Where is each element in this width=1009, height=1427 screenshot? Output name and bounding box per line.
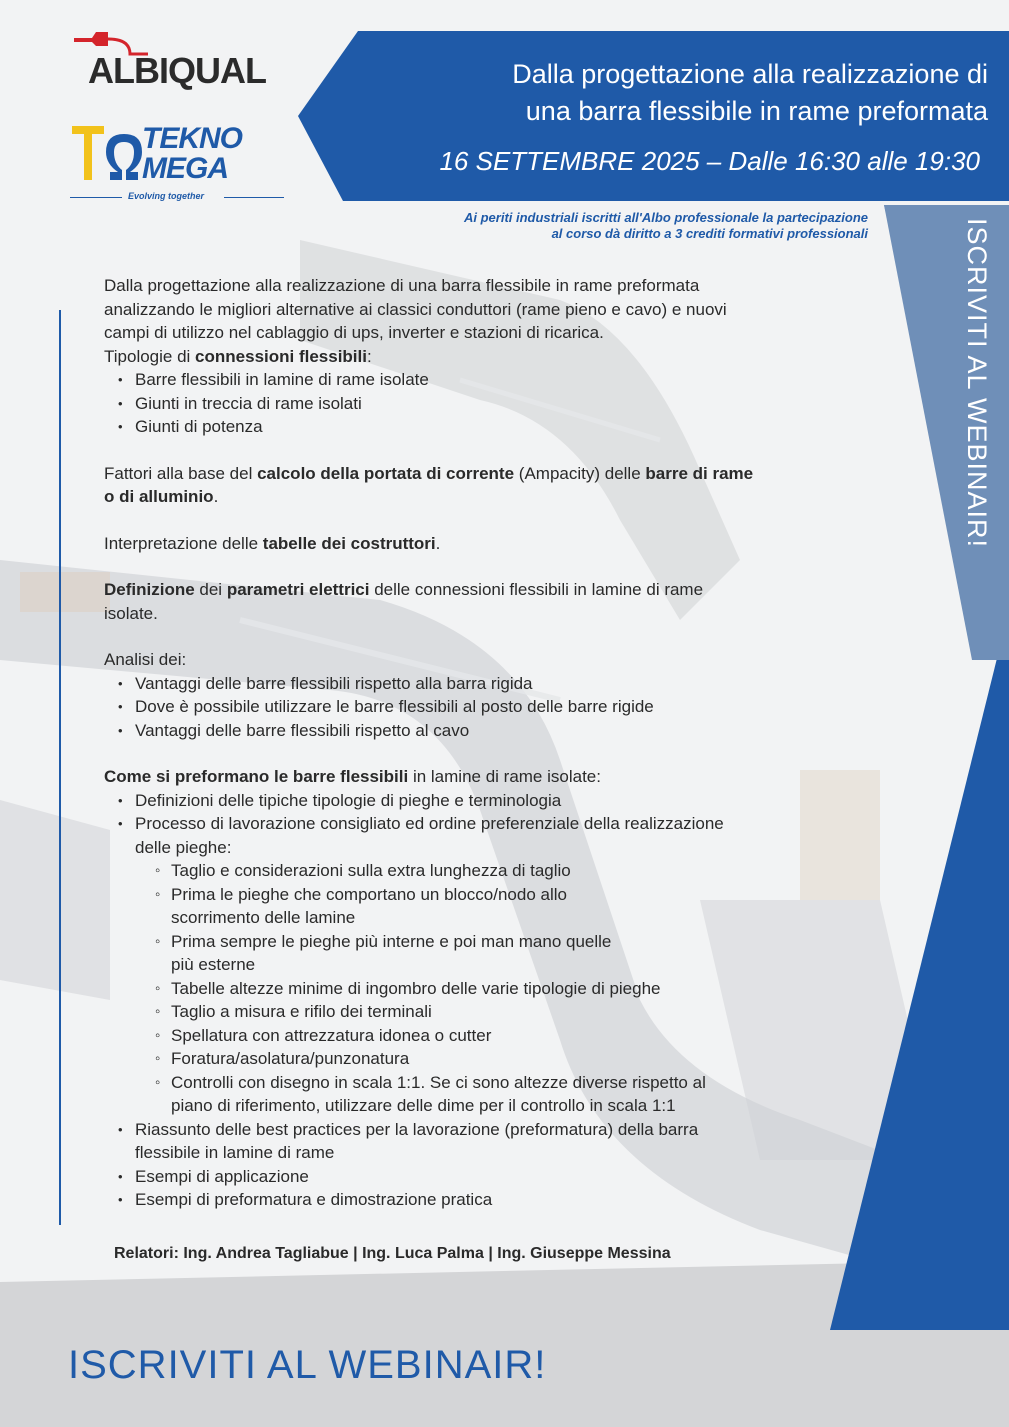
def-mid: dei <box>194 580 227 599</box>
factors-post: . <box>213 487 219 506</box>
sub-line: Controlli con disegno in scala 1:1. Se ci sono altezze diverse rispetto al <box>171 1072 706 1092</box>
factors-bold-2: barre di rame <box>645 463 754 483</box>
types-pre: Tipologie di <box>104 346 196 366</box>
preform-post: in lamine di rame isolate: <box>408 767 601 786</box>
sub-line: Prima sempre le pieghe più interne e poi man mano quelle <box>171 931 612 951</box>
sublist-item: ◦ Tabelle altezze minime di ingombro delle varie tipologie di pieghe <box>155 977 844 1001</box>
intro-line: Dalla progettazione alla realizzazione di una barra flessibile in rame preformata <box>104 276 700 295</box>
intro-line: analizzando le migliori alternative ai classici conduttori (rame pieno e cavo) e nuovi <box>104 299 727 319</box>
list-item: • Barre flessibili in lamine di rame isolate <box>104 368 844 392</box>
albiqual-wordmark: ALBIQUAL <box>88 50 266 91</box>
sublist-item: ◦ Taglio e considerazioni sulla extra lunghezza di taglio <box>155 859 844 883</box>
event-date: 16 SETTEMBRE 2025 – Dalle 16:30 alle 19:30 <box>439 146 980 176</box>
preform-bold: Come si preformano le barre flessibili <box>104 767 409 786</box>
factors-bold-1: calcolo della portata di corrente <box>257 463 515 483</box>
sublist-item: ◦ Spellatura con attrezzatura idonea o cutter <box>155 1024 844 1048</box>
sublist-item <box>155 930 844 977</box>
preform-heading <box>104 765 844 789</box>
course-program <box>104 274 844 1212</box>
list-item: • Giunti di potenza <box>104 415 844 439</box>
preform-2-line-2: delle pieghe: <box>135 837 232 857</box>
sub-line: scorrimento delle lamine <box>171 908 356 927</box>
tagline-rule-right <box>224 197 284 198</box>
def-post: delle connessioni flessibili in lamine di rame <box>369 580 704 599</box>
factors-pre: Fattori alla base del <box>104 463 258 483</box>
credits-line-2: al corso dà diritto a 3 crediti formativi professionali <box>551 226 868 241</box>
tables-pre: Interpretazione delle <box>104 533 263 553</box>
credits-line-1: Ai periti industriali iscritti all'Albo professionale la partecipazione <box>463 210 868 225</box>
types-bold: connessioni flessibili <box>195 346 367 366</box>
preform-list <box>104 789 844 1212</box>
preform-3-line-1: Riassunto delle best practices per la lavorazione (preformatura) della barra <box>135 1119 699 1139</box>
list-item: • Dove è possibile utilizzare le barre flessibili al posto delle barre rigide <box>104 695 844 719</box>
sub-line: Prima le pieghe che comportano un blocco/nodo allo <box>171 884 567 904</box>
factors-text <box>104 462 844 509</box>
speakers-line: Relatori: Ing. Andrea Tagliabue | Ing. Luca Palma | Ing. Giuseppe Messina <box>114 1245 671 1262</box>
list-item: • Giunti in treccia di rame isolati <box>104 392 844 416</box>
tekno-wordmark: TEKNO <box>142 122 242 155</box>
definition-text <box>104 578 844 625</box>
body-left-rule <box>59 310 61 1225</box>
factors-bold-3: o di alluminio <box>104 487 214 506</box>
list-item: • Vantaggi delle barre flessibili rispetto al cavo <box>104 719 844 743</box>
tables-post: . <box>435 533 441 553</box>
def-bold-1: Definizione <box>104 580 195 599</box>
sublist-item: ◦ Foratura/asolatura/punzonatura <box>155 1047 844 1071</box>
types-post: : <box>366 346 372 366</box>
event-title <box>368 56 988 130</box>
side-banner-text[interactable]: ISCRIVITI AL WEBINAIR! <box>962 218 992 549</box>
albiqual-logo <box>70 26 300 96</box>
title-line-2: una barra flessibile in rame preformata <box>525 96 988 126</box>
sublist-item: ◦ Taglio a misura e rifilo dei terminali <box>155 1000 844 1024</box>
preform-sublist <box>135 859 844 1118</box>
tables-bold: tabelle dei costruttori <box>262 533 436 553</box>
sublist-item <box>155 883 844 930</box>
analysis-heading: Analisi dei: <box>104 650 187 669</box>
list-item: • Esempi di applicazione <box>104 1165 844 1189</box>
def-bold-2: parametri elettrici <box>226 580 370 599</box>
teknomega-tagline: Evolving together <box>128 191 205 201</box>
title-line-1: Dalla progettazione alla realizzazione di <box>512 59 988 89</box>
def-line-2: isolate. <box>104 603 158 623</box>
tables-text <box>104 532 844 556</box>
intro-text <box>104 274 844 345</box>
omega-mark-icon <box>70 122 142 184</box>
list-item <box>104 1118 844 1165</box>
tagline-rule-left <box>70 197 122 198</box>
credits-note <box>360 210 868 242</box>
preform-3-line-2: flessibile in lamine di rame <box>135 1143 335 1162</box>
mega-wordmark: MEGA <box>142 152 228 185</box>
sub-line: piano di riferimento, utilizzare delle dime per il controllo in scala 1:1 <box>171 1096 676 1115</box>
types-list <box>104 368 844 439</box>
list-item: • Definizioni delle tipiche tipologie di pieghe e terminologia <box>104 789 844 813</box>
list-item <box>104 812 844 1118</box>
types-heading <box>104 345 844 369</box>
list-item: • Vantaggi delle barre flessibili rispetto alla barra rigida <box>104 672 844 696</box>
preform-2-line-1: Processo di lavorazione consigliato ed ordine preferenziale della realizzazione <box>135 814 724 833</box>
sub-line: più esterne <box>171 955 256 974</box>
webinar-signup-cta[interactable]: ISCRIVITI AL WEBINAIR! <box>68 1343 547 1387</box>
intro-line: campi di utilizzo nel cablaggio di ups, inverter e stazioni di ricarica. <box>104 323 604 342</box>
sublist-item <box>155 1071 844 1118</box>
analysis-list <box>104 672 844 743</box>
teknomega-logo <box>70 118 290 208</box>
factors-mid: (Ampacity) delle <box>514 463 646 483</box>
list-item: • Esempi di preformatura e dimostrazione pratica <box>104 1188 844 1212</box>
